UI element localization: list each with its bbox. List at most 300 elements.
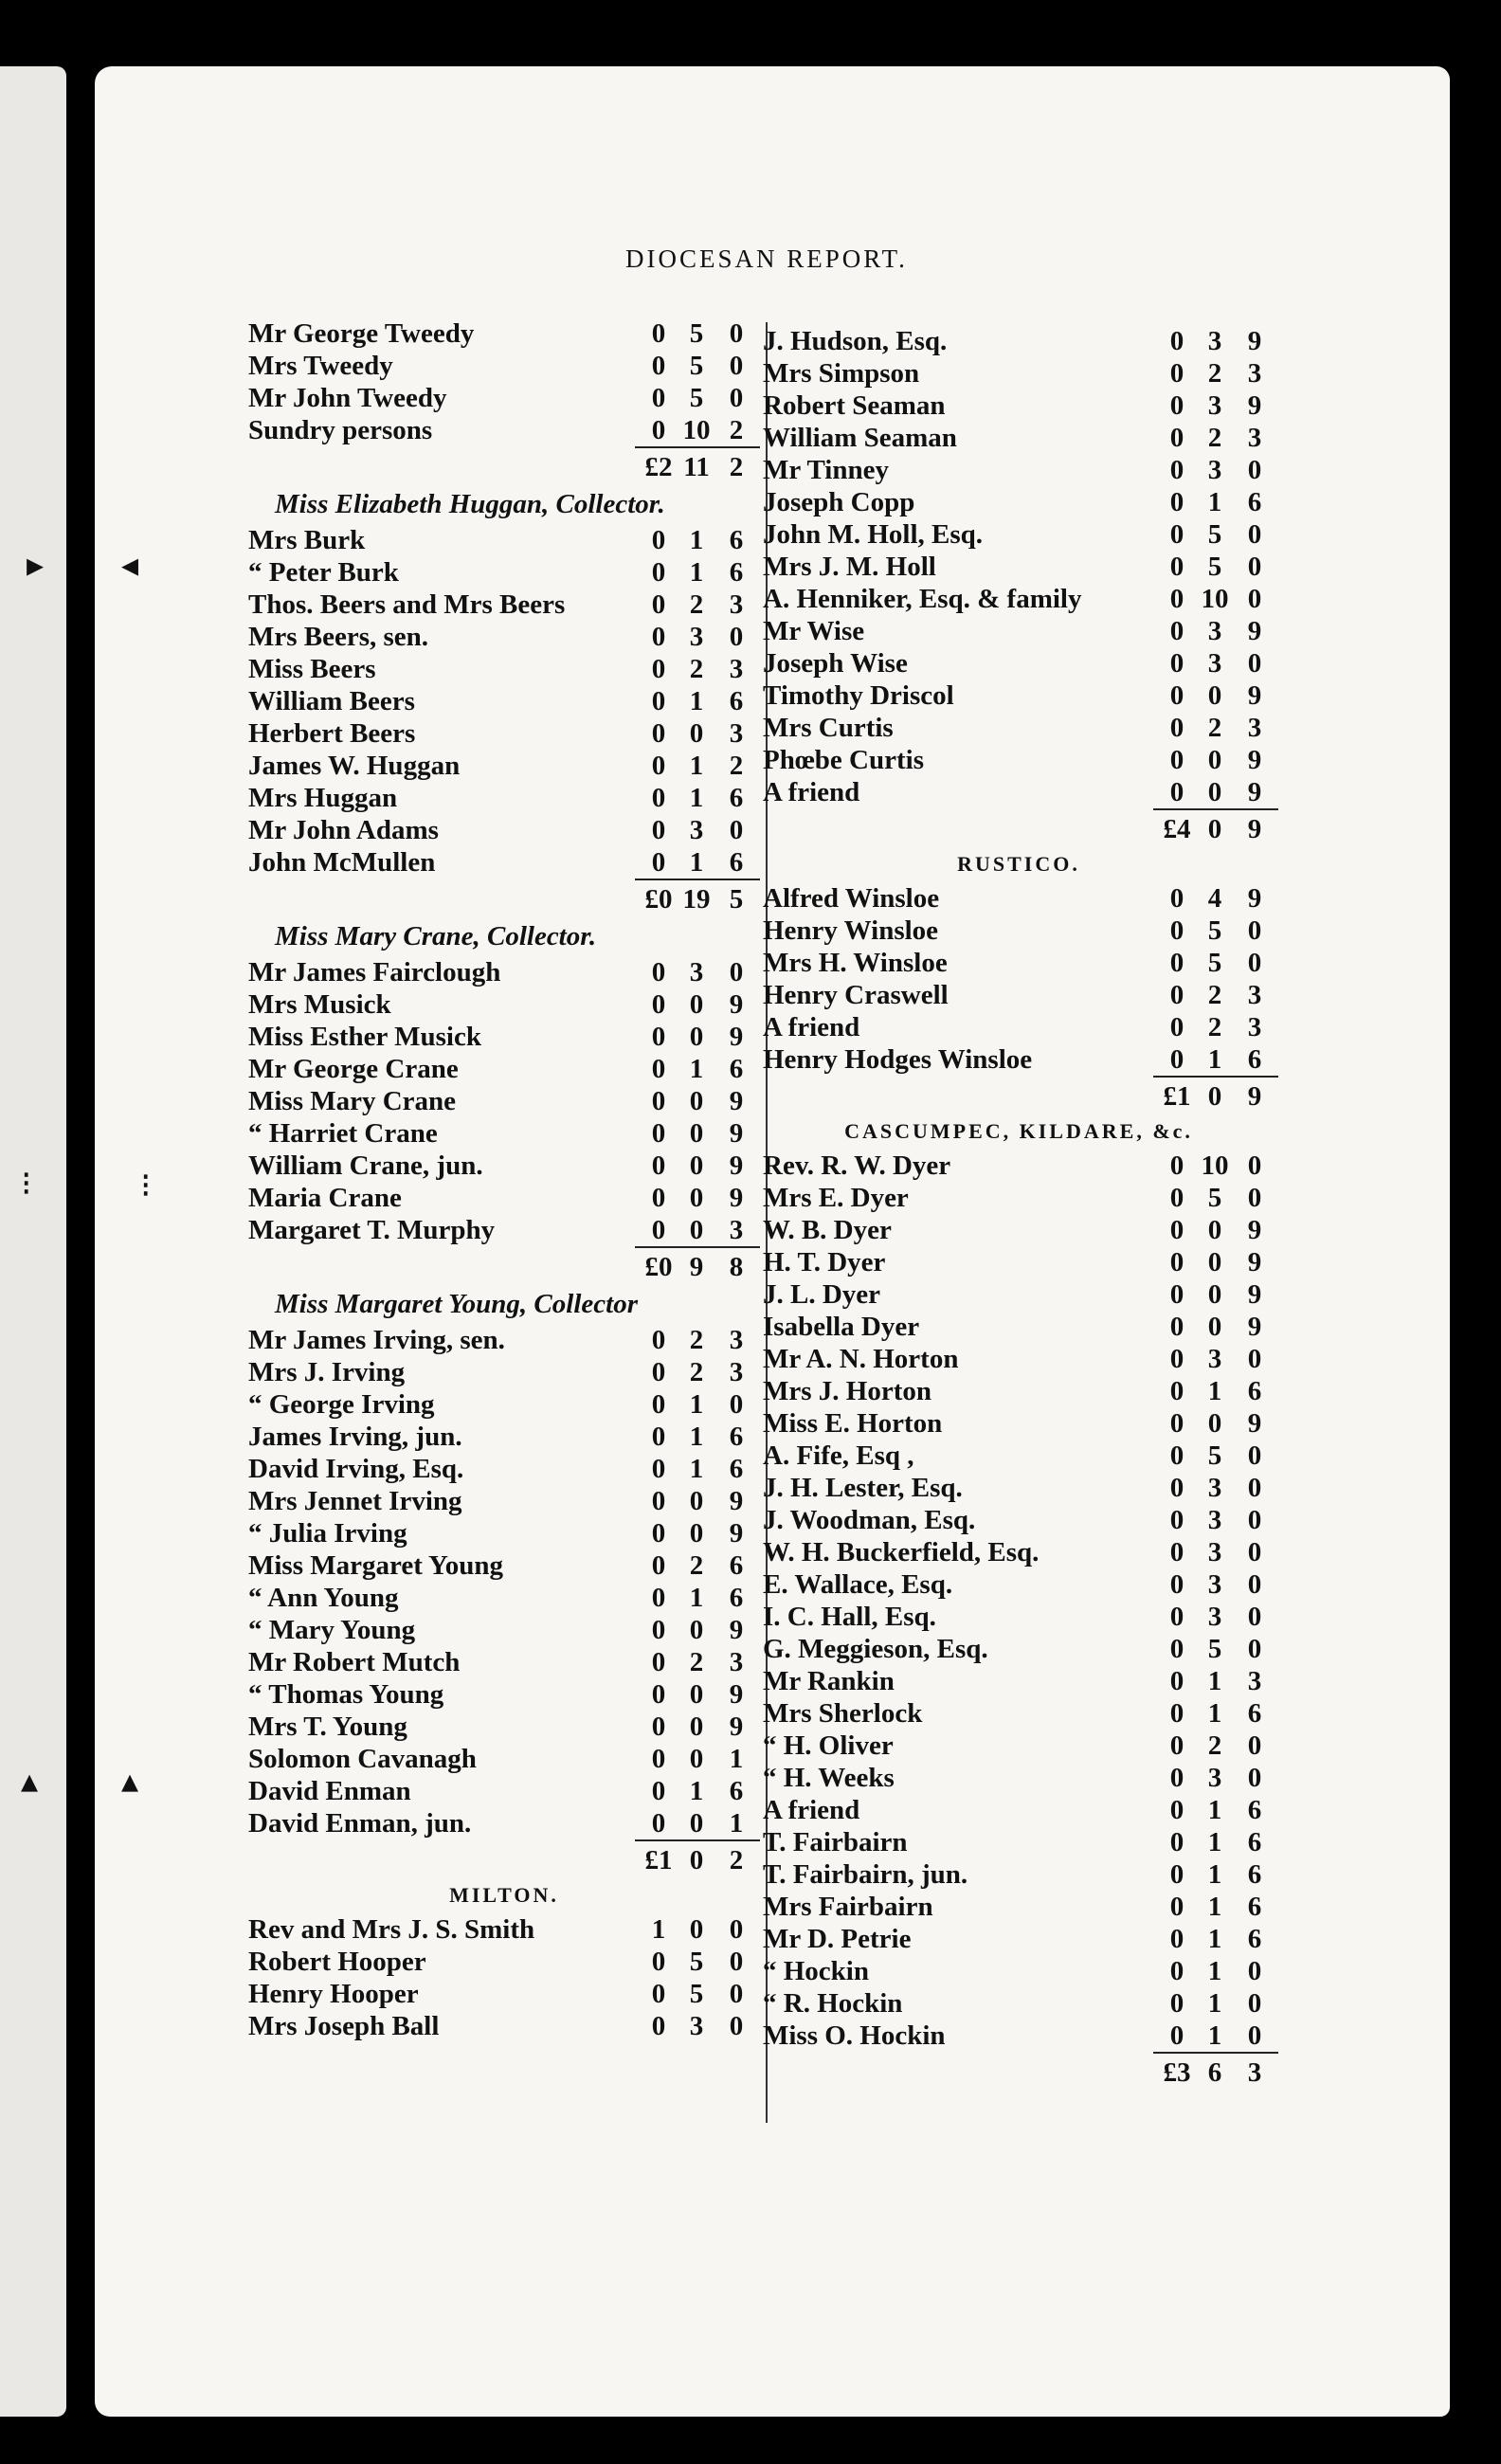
shillings-amount: 1 xyxy=(1207,487,1222,517)
pounds-amount: 0 xyxy=(651,783,666,813)
shillings-amount: 10 xyxy=(682,415,711,445)
pence-amount: 6 xyxy=(1247,1859,1262,1890)
pounds-amount: 0 xyxy=(1169,648,1185,679)
entry-row xyxy=(248,1807,760,1839)
entry-row xyxy=(248,1978,760,2010)
entry-row xyxy=(248,1485,760,1517)
pounds-amount: 0 xyxy=(651,525,666,555)
shillings-amount: 1 xyxy=(1207,2020,1222,2051)
entry-row xyxy=(763,1536,1275,1568)
donor-name: Sundry persons xyxy=(248,415,433,445)
entry-row xyxy=(763,518,1275,551)
pounds-amount: 0 xyxy=(651,1518,666,1549)
donor-name: J. H. Lester, Esq. xyxy=(763,1473,963,1503)
pence-amount: 6 xyxy=(729,1454,744,1484)
entry-row xyxy=(763,1440,1275,1472)
pounds-amount: 0 xyxy=(1169,680,1185,711)
shillings-amount: 5 xyxy=(1207,1440,1222,1471)
shillings-amount: 3 xyxy=(1207,390,1222,421)
donor-name: Miss Margaret Young xyxy=(248,1550,504,1581)
subtotal-pounds: £4 xyxy=(1163,814,1191,844)
donor-name: Mrs H. Winsloe xyxy=(763,948,948,978)
entry-row xyxy=(248,1356,760,1388)
pounds-amount: 0 xyxy=(1169,487,1185,517)
pounds-amount: 0 xyxy=(1169,552,1185,582)
entry-row xyxy=(763,1955,1275,1987)
entry-row xyxy=(248,750,760,782)
entry-row xyxy=(763,1762,1275,1794)
entry-row xyxy=(248,1117,760,1150)
entry-row xyxy=(248,717,760,750)
pounds-amount: 0 xyxy=(1169,1988,1185,2019)
donor-name: Miss Mary Crane xyxy=(248,1086,457,1116)
shillings-amount: 1 xyxy=(689,1389,704,1420)
entry-row xyxy=(763,1730,1275,1762)
donor-name: Mr John Adams xyxy=(248,815,439,845)
shillings-amount: 0 xyxy=(1207,745,1222,775)
pounds-amount: 0 xyxy=(651,1679,666,1710)
shillings-amount: 2 xyxy=(1207,358,1222,389)
entry-row xyxy=(248,2010,760,2042)
entry-row xyxy=(248,621,760,653)
pounds-amount: 0 xyxy=(1169,1215,1185,1245)
entry-row xyxy=(248,1182,760,1214)
pounds-amount: 0 xyxy=(651,415,666,445)
pounds-amount: 0 xyxy=(651,589,666,620)
pence-amount: 0 xyxy=(1247,1602,1262,1632)
shillings-amount: 5 xyxy=(689,318,704,349)
pence-amount: 9 xyxy=(1247,745,1262,775)
entry-row xyxy=(763,583,1275,615)
subtotal-pounds: £3 xyxy=(1163,2057,1191,2088)
donor-name: Henry Winsloe xyxy=(763,915,939,946)
subtotal-pounds: £1 xyxy=(1163,1081,1191,1112)
donor-name: Mrs T. Young xyxy=(248,1712,407,1742)
entry-row xyxy=(763,1278,1275,1311)
donor-name: H. T. Dyer xyxy=(763,1247,886,1277)
entry-row xyxy=(248,1214,760,1246)
shillings-amount: 2 xyxy=(1207,423,1222,453)
donor-name: Mr George Tweedy xyxy=(248,318,475,349)
donor-name: A. Fife, Esq , xyxy=(763,1440,914,1471)
shillings-amount: 0 xyxy=(1207,1312,1222,1342)
entry-row xyxy=(248,1678,760,1711)
donor-name: Miss O. Hockin xyxy=(763,2020,946,2051)
pounds-amount: 0 xyxy=(651,1615,666,1645)
entry-row xyxy=(763,390,1275,422)
entry-row xyxy=(763,1472,1275,1504)
pounds-amount: 0 xyxy=(1169,915,1185,946)
shillings-amount: 1 xyxy=(689,1054,704,1084)
pence-amount: 9 xyxy=(1247,1279,1262,1310)
donor-name: Mrs Sherlock xyxy=(763,1698,923,1729)
subtotal-pounds: £0 xyxy=(644,884,673,915)
subtotal-row xyxy=(248,1839,760,1877)
entry-row xyxy=(248,988,760,1021)
shillings-amount: 0 xyxy=(689,1518,704,1549)
pounds-amount: 0 xyxy=(651,1022,666,1052)
pounds-amount: 0 xyxy=(1169,1698,1185,1729)
pence-amount: 6 xyxy=(729,525,744,555)
pence-amount: 3 xyxy=(1247,1666,1262,1696)
pounds-amount: 0 xyxy=(651,1712,666,1742)
donor-name: Henry Hooper xyxy=(248,1979,419,2009)
pence-amount: 0 xyxy=(1247,584,1262,614)
left-column xyxy=(248,317,760,2042)
pounds-amount: 0 xyxy=(651,815,666,845)
donor-name: A. Henniker, Esq. & family xyxy=(763,584,1082,614)
shillings-amount: 5 xyxy=(1207,1183,1222,1213)
pence-amount: 0 xyxy=(1247,1183,1262,1213)
pounds-amount: 0 xyxy=(651,1422,666,1452)
shillings-amount: 1 xyxy=(689,751,704,781)
entry-row xyxy=(763,1343,1275,1375)
donor-name: T. Fairbairn, jun. xyxy=(763,1859,968,1890)
pounds-amount: 0 xyxy=(651,622,666,652)
entry-row xyxy=(763,979,1275,1011)
shillings-amount: 1 xyxy=(1207,1924,1222,1954)
binding-hole-mark: ◂ xyxy=(121,546,139,584)
pence-amount: 0 xyxy=(729,1947,744,1977)
pounds-amount: 0 xyxy=(1169,1344,1185,1374)
shillings-amount: 1 xyxy=(689,1422,704,1452)
pounds-amount: 0 xyxy=(1169,1505,1185,1535)
shillings-amount: 3 xyxy=(1207,1763,1222,1793)
pounds-amount: 0 xyxy=(1169,1279,1185,1310)
shillings-amount: 1 xyxy=(1207,1698,1222,1729)
pounds-amount: 0 xyxy=(651,2011,666,2041)
shillings-amount: 0 xyxy=(689,1118,704,1149)
shillings-amount: 3 xyxy=(1207,455,1222,485)
donor-name: Mr James Fairclough xyxy=(248,957,501,987)
shillings-amount: 5 xyxy=(1207,948,1222,978)
subtotal-row xyxy=(248,446,760,484)
pence-amount: 6 xyxy=(1247,1892,1262,1922)
entry-row xyxy=(248,414,760,446)
pounds-amount: 0 xyxy=(1169,948,1185,978)
entry-row xyxy=(763,1923,1275,1955)
shillings-amount: 0 xyxy=(689,1022,704,1052)
donor-name: “ Thomas Young xyxy=(248,1679,444,1710)
donor-name: Mrs Beers, sen. xyxy=(248,622,429,652)
shillings-amount: 3 xyxy=(689,2011,704,2041)
entry-row xyxy=(248,685,760,717)
donor-name: Mr Wise xyxy=(763,616,865,646)
pence-amount: 0 xyxy=(729,1914,744,1945)
pounds-amount: 0 xyxy=(1169,584,1185,614)
entry-row xyxy=(248,350,760,382)
donor-name: Rev. R. W. Dyer xyxy=(763,1150,951,1181)
entry-row xyxy=(763,882,1275,915)
entry-row xyxy=(763,1011,1275,1043)
pence-amount: 6 xyxy=(1247,1376,1262,1406)
pounds-amount: 0 xyxy=(1169,1795,1185,1825)
donor-name: Robert Hooper xyxy=(248,1947,426,1977)
donor-name: W. B. Dyer xyxy=(763,1215,892,1245)
pounds-amount: 0 xyxy=(651,1086,666,1116)
donor-name: Margaret T. Murphy xyxy=(248,1215,496,1245)
section-heading: CASCUMPEC, KILDARE, &c. xyxy=(844,1119,1193,1143)
pence-amount: 6 xyxy=(1247,1827,1262,1857)
pence-amount: 6 xyxy=(729,1054,744,1084)
pence-amount: 0 xyxy=(729,815,744,845)
entry-row xyxy=(763,1043,1275,1076)
subtotal-row xyxy=(248,879,760,916)
entry-row xyxy=(248,1946,760,1978)
donor-name: A friend xyxy=(763,1012,860,1042)
pence-amount: 9 xyxy=(1247,1312,1262,1342)
shillings-amount: 0 xyxy=(689,1086,704,1116)
pounds-amount: 0 xyxy=(1169,1537,1185,1567)
donor-name: “ R. Hockin xyxy=(763,1988,903,2019)
pounds-amount: 0 xyxy=(1169,358,1185,389)
pounds-amount: 0 xyxy=(1169,1827,1185,1857)
right-column xyxy=(763,325,1275,2090)
entry-row xyxy=(763,1665,1275,1697)
shillings-amount: 10 xyxy=(1201,584,1229,614)
shillings-amount: 3 xyxy=(689,622,704,652)
donor-name: Thos. Beers and Mrs Beers xyxy=(248,589,566,620)
pence-amount: 0 xyxy=(729,2011,744,2041)
donor-name: James W. Huggan xyxy=(248,751,461,781)
pounds-amount: 0 xyxy=(651,1979,666,2009)
pence-amount: 6 xyxy=(729,1550,744,1581)
shillings-amount: 3 xyxy=(1207,1344,1222,1374)
shillings-amount: 1 xyxy=(689,557,704,588)
donor-name: “ George Irving xyxy=(248,1389,435,1420)
pounds-amount: 0 xyxy=(1169,1376,1185,1406)
donor-name: Joseph Wise xyxy=(763,648,908,679)
binding-hole-mark: ⁝ xyxy=(140,1167,152,1205)
donor-name: “ H. Weeks xyxy=(763,1763,895,1793)
entry-row xyxy=(763,325,1275,357)
entry-row xyxy=(248,814,760,846)
running-head: DIOCESAN REPORT. xyxy=(625,245,908,273)
donor-name: Timothy Driscol xyxy=(763,680,954,711)
donor-name: Mrs Curtis xyxy=(763,713,894,743)
shillings-amount: 3 xyxy=(1207,648,1222,679)
pounds-amount: 0 xyxy=(1169,519,1185,550)
shillings-amount: 0 xyxy=(689,1808,704,1839)
donor-name: “ Harriet Crane xyxy=(248,1118,438,1149)
pounds-amount: 0 xyxy=(1169,1924,1185,1954)
pounds-amount: 0 xyxy=(1169,980,1185,1010)
shillings-amount: 0 xyxy=(689,1150,704,1181)
shillings-amount: 2 xyxy=(689,1357,704,1387)
shillings-amount: 1 xyxy=(1207,1044,1222,1075)
pence-amount: 9 xyxy=(1247,883,1262,914)
pounds-amount: 0 xyxy=(1169,423,1185,453)
shillings-amount: 3 xyxy=(1207,1537,1222,1567)
adjacent-page-edge xyxy=(0,66,66,2417)
pounds-amount: 0 xyxy=(1169,616,1185,646)
shillings-amount: 5 xyxy=(689,383,704,413)
donor-name: A friend xyxy=(763,777,860,807)
pence-amount: 9 xyxy=(729,1150,744,1181)
pence-amount: 3 xyxy=(1247,358,1262,389)
shillings-amount: 0 xyxy=(689,989,704,1020)
pounds-amount: 0 xyxy=(1169,326,1185,356)
pounds-amount: 0 xyxy=(651,1325,666,1355)
shillings-amount: 2 xyxy=(1207,1730,1222,1761)
pence-amount: 9 xyxy=(729,1086,744,1116)
subtotal-pence: 5 xyxy=(729,884,744,915)
pounds-amount: 0 xyxy=(651,847,666,878)
pence-amount: 0 xyxy=(1247,519,1262,550)
donor-name: “ Mary Young xyxy=(248,1615,416,1645)
shillings-amount: 0 xyxy=(1207,1215,1222,1245)
pounds-amount: 0 xyxy=(1169,777,1185,807)
donor-name: William Beers xyxy=(248,686,415,716)
pence-amount: 3 xyxy=(729,589,744,620)
donor-name: Henry Hodges Winsloe xyxy=(763,1044,1033,1075)
donor-name: “ Ann Young xyxy=(248,1583,399,1613)
shillings-amount: 2 xyxy=(1207,713,1222,743)
entry-row xyxy=(763,1987,1275,2020)
entry-row xyxy=(248,556,760,589)
pence-amount: 9 xyxy=(729,1486,744,1516)
pounds-amount: 0 xyxy=(1169,1666,1185,1696)
donor-name: David Enman xyxy=(248,1776,411,1806)
pence-amount: 9 xyxy=(729,1518,744,1549)
donor-name: William Seaman xyxy=(763,423,957,453)
entry-row xyxy=(763,422,1275,454)
pounds-amount: 0 xyxy=(1169,390,1185,421)
pence-amount: 0 xyxy=(1247,648,1262,679)
pence-amount: 0 xyxy=(1247,1569,1262,1600)
donor-name: Miss E. Horton xyxy=(763,1408,943,1439)
pence-amount: 3 xyxy=(729,1325,744,1355)
pence-amount: 3 xyxy=(1247,980,1262,1010)
pence-amount: 0 xyxy=(729,622,744,652)
pounds-amount: 0 xyxy=(1169,455,1185,485)
donor-name: James Irving, jun. xyxy=(248,1422,462,1452)
shillings-amount: 0 xyxy=(689,1914,704,1945)
subtotal-pence: 8 xyxy=(729,1252,744,1282)
subtotal-pounds: £2 xyxy=(644,452,673,482)
pence-amount: 0 xyxy=(1247,1537,1262,1567)
pence-amount: 0 xyxy=(1247,1730,1262,1761)
shillings-amount: 0 xyxy=(689,1744,704,1774)
donor-name: E. Wallace, Esq. xyxy=(763,1569,953,1600)
pounds-amount: 0 xyxy=(651,1118,666,1149)
shillings-amount: 0 xyxy=(689,1615,704,1645)
shillings-amount: 5 xyxy=(1207,1634,1222,1664)
shillings-amount: 3 xyxy=(1207,326,1222,356)
shillings-amount: 1 xyxy=(689,783,704,813)
pence-amount: 9 xyxy=(1247,777,1262,807)
pence-amount: 0 xyxy=(1247,1988,1262,2019)
pence-amount: 0 xyxy=(1247,1440,1262,1471)
shillings-amount: 1 xyxy=(689,1583,704,1613)
pence-amount: 6 xyxy=(729,847,744,878)
entry-row xyxy=(763,1375,1275,1407)
donor-name: Maria Crane xyxy=(248,1183,402,1213)
shillings-amount: 1 xyxy=(689,525,704,555)
shillings-amount: 10 xyxy=(1201,1150,1229,1181)
pounds-amount: 0 xyxy=(651,1647,666,1677)
entry-row xyxy=(763,1311,1275,1343)
shillings-amount: 3 xyxy=(689,815,704,845)
subtotal-pence: 3 xyxy=(1247,2057,1262,2088)
donor-name: I. C. Hall, Esq. xyxy=(763,1602,936,1632)
pounds-amount: 0 xyxy=(1169,1044,1185,1075)
pence-amount: 0 xyxy=(1247,1634,1262,1664)
pence-amount: 0 xyxy=(1247,1505,1262,1535)
subtotal-pounds: £0 xyxy=(644,1252,673,1282)
donor-name: Mr Robert Mutch xyxy=(248,1647,461,1677)
pence-amount: 6 xyxy=(1247,1795,1262,1825)
donor-name: Mrs Joseph Ball xyxy=(248,2011,440,2041)
subtotal-shillings: 0 xyxy=(689,1845,704,1875)
entry-row xyxy=(248,1646,760,1678)
pounds-amount: 0 xyxy=(651,751,666,781)
entry-row xyxy=(248,1775,760,1807)
entry-row xyxy=(763,615,1275,647)
donor-name: Mrs Jennet Irving xyxy=(248,1486,462,1516)
pence-amount: 3 xyxy=(1247,423,1262,453)
shillings-amount: 5 xyxy=(689,351,704,381)
shillings-amount: 4 xyxy=(1207,883,1222,914)
shillings-amount: 3 xyxy=(1207,616,1222,646)
pence-amount: 9 xyxy=(1247,1215,1262,1245)
shillings-amount: 5 xyxy=(1207,519,1222,550)
entry-row xyxy=(763,915,1275,947)
entry-row xyxy=(248,1085,760,1117)
pounds-amount: 0 xyxy=(1169,1634,1185,1664)
pounds-amount: 0 xyxy=(651,557,666,588)
entry-row xyxy=(248,1517,760,1549)
entry-row xyxy=(763,947,1275,979)
pence-amount: 6 xyxy=(729,1583,744,1613)
donor-name: Mr Rankin xyxy=(763,1666,895,1696)
subtotal-shillings: 11 xyxy=(683,452,710,482)
pounds-amount: 0 xyxy=(1169,2020,1185,2051)
shillings-amount: 0 xyxy=(689,1183,704,1213)
subtotal-row xyxy=(248,1246,760,1284)
pounds-amount: 0 xyxy=(651,1776,666,1806)
entry-row xyxy=(763,712,1275,744)
pounds-amount: 0 xyxy=(651,957,666,987)
collector-heading: Miss Mary Crane, Collector. xyxy=(275,921,597,951)
shillings-amount: 2 xyxy=(689,654,704,684)
pounds-amount: 0 xyxy=(1169,1956,1185,1986)
pence-amount: 3 xyxy=(729,654,744,684)
entry-row xyxy=(763,486,1275,518)
binding-hole-mark: ▴ xyxy=(121,1762,139,1800)
pounds-amount: 0 xyxy=(651,318,666,349)
shillings-amount: 3 xyxy=(689,957,704,987)
pounds-amount: 0 xyxy=(651,351,666,381)
subtotal-pounds: £1 xyxy=(644,1845,673,1875)
pence-amount: 9 xyxy=(729,989,744,1020)
collector-heading: Miss Margaret Young, Collector xyxy=(275,1289,638,1319)
entry-row xyxy=(248,1150,760,1182)
donor-name: Solomon Cavanagh xyxy=(248,1744,477,1774)
donor-name: Mrs E. Dyer xyxy=(763,1183,909,1213)
pence-amount: 3 xyxy=(729,1647,744,1677)
pence-amount: 0 xyxy=(729,351,744,381)
pounds-amount: 0 xyxy=(651,1454,666,1484)
pounds-amount: 0 xyxy=(1169,1440,1185,1471)
pounds-amount: 0 xyxy=(651,1215,666,1245)
pence-amount: 9 xyxy=(729,1679,744,1710)
entry-row xyxy=(763,1214,1275,1246)
pence-amount: 6 xyxy=(729,1422,744,1452)
pence-amount: 0 xyxy=(1247,1473,1262,1503)
pounds-amount: 0 xyxy=(1169,1730,1185,1761)
pence-amount: 3 xyxy=(729,1215,744,1245)
